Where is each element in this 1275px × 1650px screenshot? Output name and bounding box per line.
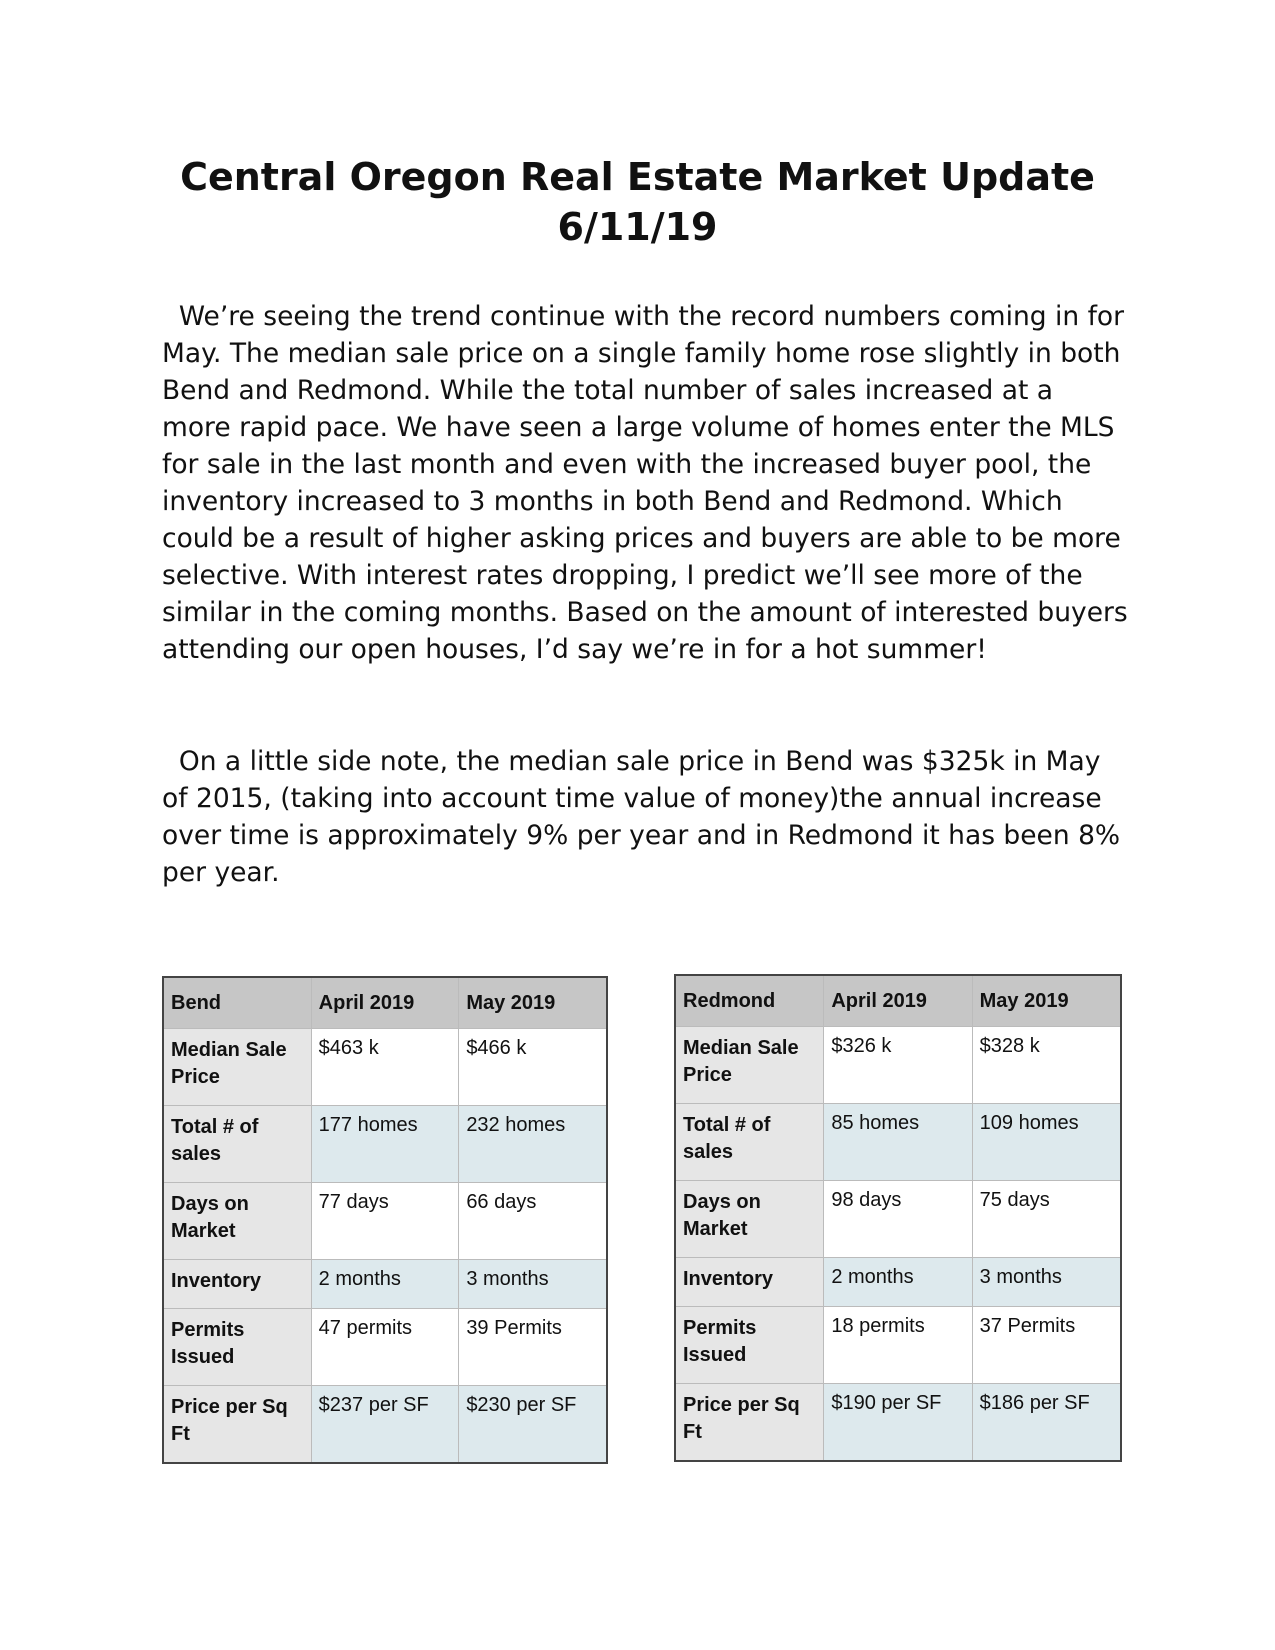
table-row <box>163 1183 607 1260</box>
value-cell: 232 homes <box>459 1106 607 1183</box>
table-row <box>163 1309 607 1386</box>
value-cell: 177 homes <box>311 1106 459 1183</box>
row-label: Days on Market <box>163 1183 311 1260</box>
value-cell: 2 months <box>311 1260 459 1309</box>
header-cell: Redmond <box>675 975 824 1027</box>
row-label: Total # of sales <box>163 1106 311 1183</box>
row-label: Median Sale Price <box>675 1027 824 1104</box>
value-cell: 47 permits <box>311 1309 459 1386</box>
value-cell: $230 per SF <box>459 1386 607 1464</box>
table-row <box>675 1027 1121 1104</box>
header-cell: May 2019 <box>459 977 607 1029</box>
value-cell: 66 days <box>459 1183 607 1260</box>
paragraph-market-summary: We’re seeing the trend continue with the record numbers coming in for May. The median sale price on a single family home rose slightly in both Bend and Redmond. While the total number of sales increased at a more rapid pace. We have seen a large volume of homes enter the MLS for sale in the last month and even with the increased buyer pool, the inventory increased to 3 months in both Bend and Redmond. Which could be a result of higher asking prices and buyers are able to be more selective. With interest rates dropping, I predict we’ll see more of the similar in the coming months. Based on the amount of interested buyers attending our open houses, I’d say we’re in for a hot summer! <box>162 301 1137 665</box>
header-cell: April 2019 <box>824 975 972 1027</box>
row-label: Days on Market <box>675 1181 824 1258</box>
value-cell: 98 days <box>824 1181 972 1258</box>
value-cell: $463 k <box>311 1029 459 1106</box>
row-label: Price per Sq Ft <box>163 1386 311 1464</box>
table-row <box>163 1029 607 1106</box>
value-cell: 3 months <box>972 1258 1121 1307</box>
table-row <box>675 1181 1121 1258</box>
table-header-row <box>675 975 1121 1027</box>
row-label: Permits Issued <box>163 1309 311 1386</box>
table-row <box>675 1307 1121 1384</box>
value-cell: 75 days <box>972 1181 1121 1258</box>
value-cell: $237 per SF <box>311 1386 459 1464</box>
table-row <box>163 1386 607 1464</box>
table-row <box>163 1260 607 1309</box>
table-row <box>163 1106 607 1183</box>
title-date: 6/11/19 <box>557 205 718 249</box>
value-cell: 2 months <box>824 1258 972 1307</box>
value-cell: 39 Permits <box>459 1309 607 1386</box>
value-cell: 3 months <box>459 1260 607 1309</box>
row-label: Inventory <box>675 1258 824 1307</box>
value-cell: 18 permits <box>824 1307 972 1384</box>
bend-table <box>162 976 608 1464</box>
paragraph-side-note: On a little side note, the median sale price in Bend was $325k in May of 2015, (taking into account time value of money)the annual increase over time is approximately 9% per year and in Redmond it has been 8% per year. <box>162 746 1129 888</box>
value-cell: $186 per SF <box>972 1384 1121 1462</box>
row-label: Price per Sq Ft <box>675 1384 824 1462</box>
value-cell: 85 homes <box>824 1104 972 1181</box>
value-cell: 37 Permits <box>972 1307 1121 1384</box>
table-row <box>675 1384 1121 1462</box>
title-line: Central Oregon Real Estate Market Update <box>180 155 1095 199</box>
value-cell: 77 days <box>311 1183 459 1260</box>
header-cell: May 2019 <box>972 975 1121 1027</box>
row-label: Inventory <box>163 1260 311 1309</box>
table-row <box>675 1258 1121 1307</box>
row-label: Median Sale Price <box>163 1029 311 1106</box>
table-row <box>675 1104 1121 1181</box>
row-label: Total # of sales <box>675 1104 824 1181</box>
redmond-table <box>674 974 1122 1462</box>
value-cell: $328 k <box>972 1027 1121 1104</box>
table-header-row <box>163 977 607 1029</box>
value-cell: $326 k <box>824 1027 972 1104</box>
value-cell: $466 k <box>459 1029 607 1106</box>
value-cell: 109 homes <box>972 1104 1121 1181</box>
row-label: Permits Issued <box>675 1307 824 1384</box>
header-cell: April 2019 <box>311 977 459 1029</box>
header-cell: Bend <box>163 977 311 1029</box>
page-title <box>0 152 1275 252</box>
value-cell: $190 per SF <box>824 1384 972 1462</box>
